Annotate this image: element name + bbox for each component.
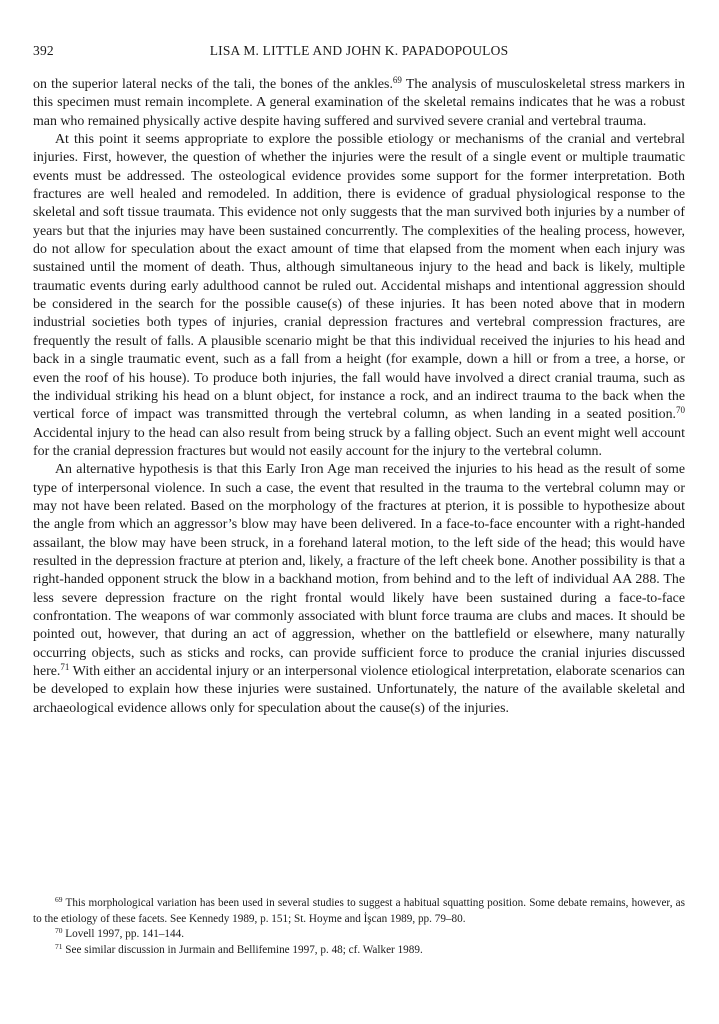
paragraph-text: on the superior lateral necks of the tali, the bones of the ankles. <box>33 77 393 92</box>
footnote-number: 71 <box>55 941 63 951</box>
footnote-number: 69 <box>55 895 63 904</box>
footnote-70 <box>33 927 685 943</box>
footnote-text: Lovell 1997, pp. 141–144. <box>65 928 185 941</box>
footnotes <box>33 896 685 958</box>
footnote-ref-69[interactable]: 69 <box>392 75 402 85</box>
paragraph-2 <box>33 131 685 461</box>
footnote-ref-71[interactable]: 71 <box>60 662 70 672</box>
paragraph-3 <box>33 461 685 718</box>
paragraph-1 <box>33 76 685 131</box>
paragraph-text: The analysis of musculoskeletal stress markers in this specimen must remain incomplete. A general examination of the skeletal remains indicates that he was a robust man who remained physically active despite having suffered and survived severe cranial and vertebral trauma. <box>33 77 685 129</box>
page-header <box>33 43 685 63</box>
footnote-text: See similar discussion in Jurmain and Bellifemine 1997, p. 48; cf. Walker 1989. <box>65 943 423 956</box>
paragraph-text: With either an accidental injury or an interpersonal violence etiological interpretation, elaborate scenarios can be developed to explain how these injuries were sustained. Unfortunately, the nature of the available skeletal and archaeological evidence allows only for speculation about the cause(s) of the injuries. <box>33 664 685 716</box>
paragraph-text: An alternative hypothesis is that this Early Iron Age man received the injuries to his head as the result of some type of interpersonal violence. In such a case, the event that resulted in the trauma to the vertebral column may or may not have been related. Based on the morphology of the fractures at pterion, it is possible to hypothesize about the angle from which an aggressor’s blow may have been delivered. In a face-to-face encounter with a right-handed assailant, the blow may have been struck, in a forehand lateral motion, to the left side of the head; this would have resulted in the depression fracture at pterion and, likely, a fracture of the left cheek bone. Another possibility is that a right-handed opponent struck the blow in a backhand motion, from behind and to the left of individual AA 288. The less severe depression fracture on the right frontal would likely have been sustained during a face-to-face confrontation. The weapons of war commonly associated with blunt force trauma are clubs and maces. It should be pointed out, however, that during an act of aggression, whether on the battlefield or elsewhere, many naturally occurring objects, such as sticks and rocks, can provide sufficient force to produce the cranial injuries discussed here. <box>33 462 685 679</box>
paragraph-text: Accidental injury to the head can also result from being struck by a falling object. Such an event might well account for the cranial depression fractures but would not easily account for the injury to the vertebral column. <box>33 425 685 459</box>
footnote-69 <box>33 896 685 927</box>
page-number: 392 <box>33 43 54 58</box>
paragraph-text: At this point it seems appropriate to explore the possible etiology or mechanisms of the cranial and vertebral injuries. First, however, the question of whether the injuries were the result of a single event or multiple traumatic events must be addressed. The osteological evidence provides some support for the former interpretation. Both fractures are well healed and remodeled. In addition, there is evidence of gradual physiological response to the skeletal and soft tissue traumata. This evidence not only suggests that the man survived both injuries by a number of years but that the injuries may have been sustained concurrently. The complexities of the healing process, however, do not allow for speculation about the exact amount of time that elapsed from the moment when each injury was sustained until the moment of death. Thus, although simultaneous injury to the head and back is likely, multiple traumatic events during early adulthood cannot be ruled out. Accidental mishaps and intentional aggression should be considered in the search for the possible cause(s) of these injuries. It has been noted above that in modern industrial societies both types of injuries, cranial depression fractures and vertebral compression fractures, are frequently the result of falls. A plausible scenario might be that this individual received the injuries to his head and back in a single traumatic event, such as a fall from a height (for example, down a hill or from a tree, a horse, or even the roof of his house). To produce both injuries, the fall would have involved a direct cranial trauma, such as the individual striking his head on a blunt object, for instance a rock, and an indirect trauma to the back when the vertical force of impact was transmitted through the vertebral column, as when landing in a seated position. <box>33 132 685 423</box>
footnote-71 <box>33 943 685 959</box>
footnote-text: This morphological variation has been used in several studies to suggest a habitual squatting position. Some debate remains, however, as to the etiology of these facets. See Kennedy 1989, p. 151; St. Hoyme and İşcan 1989, pp. 79–80. <box>33 897 685 925</box>
body-text <box>33 76 685 718</box>
footnote-number: 70 <box>55 926 63 936</box>
footnote-ref-70[interactable]: 70 <box>676 405 685 416</box>
running-head: LISA M. LITTLE AND JOHN K. PAPADOPOULOS <box>209 43 509 58</box>
